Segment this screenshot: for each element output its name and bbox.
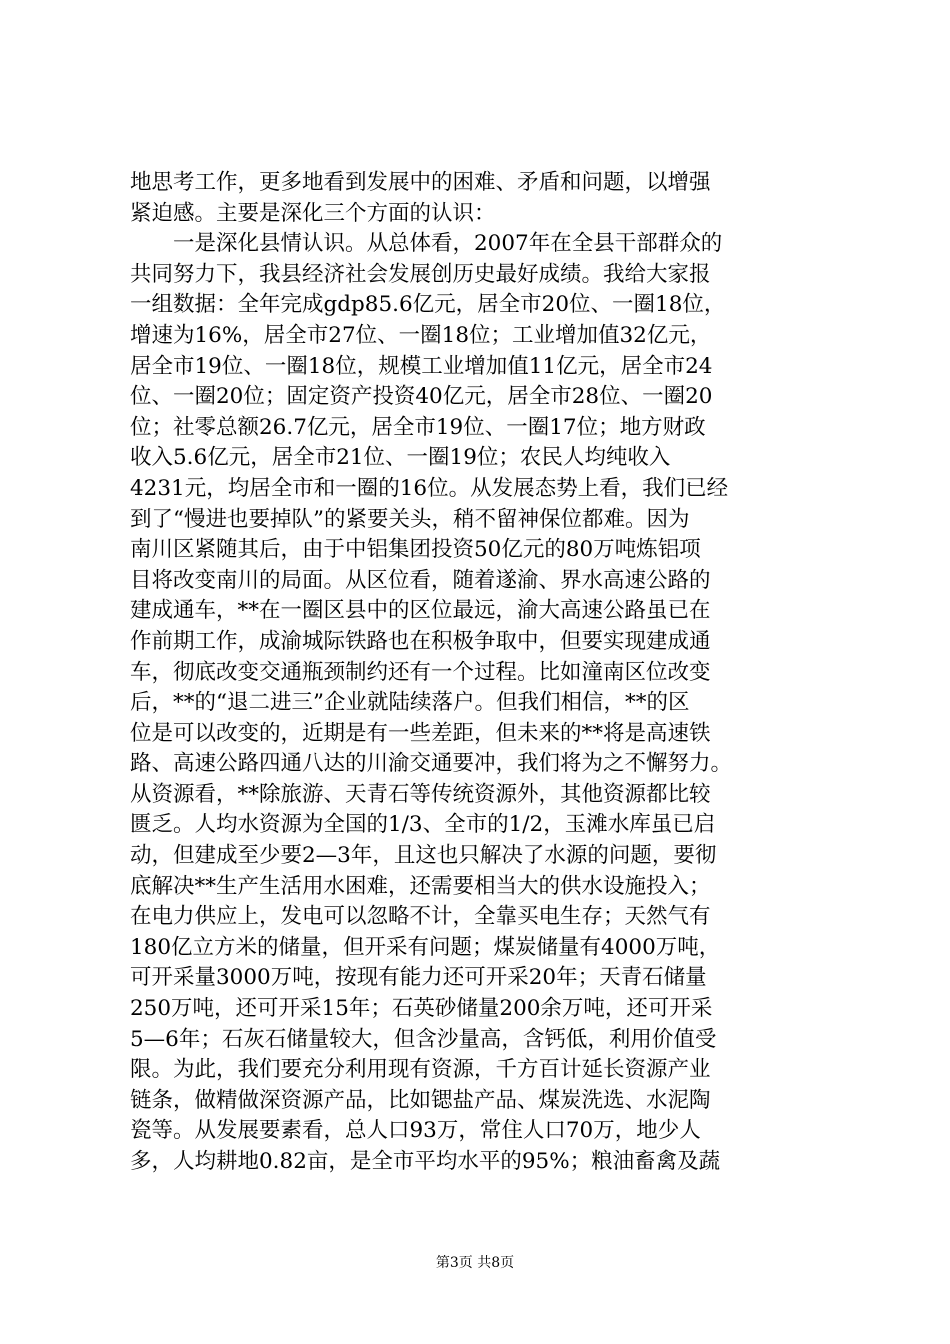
text-line: 后，**的“退二进三”企业就陆续落户。但我们相信，**的区	[130, 690, 690, 716]
text-line: 在电力供应上，发电可以忽略不计，全靠买电生存；天然气有	[130, 904, 711, 930]
text-line: 目将改变南川的局面。从区位看，随着遂渝、界水高速公路的	[130, 567, 711, 593]
text-line: 位；社零总额26.7亿元，居全市19位、一圈17位；地方财政	[130, 414, 706, 440]
text-line: 建成通车，**在一圈区县中的区位最远，渝大高速公路虽已在	[130, 598, 711, 624]
text-line: 匮乏。人均水资源为全国的1/3、全市的1/2，玉滩水库虽已启	[130, 812, 716, 838]
text-line: 底解决**生产生活用水困难，还需要相当大的供水设施投入；	[130, 873, 711, 899]
text-line: 多，人均耕地0.82亩，是全市平均水平的95%；粮油畜禽及蔬	[130, 1149, 721, 1174]
text-line: 位是可以改变的，近期是有一些差距，但未来的**将是高速铁	[130, 720, 711, 746]
text-line: 紧迫感。主要是深化三个方面的认识：	[130, 200, 496, 226]
text-line: 可开采量3000万吨，按现有能力还可开采20年；天青石储量	[130, 965, 707, 991]
text-line: 位、一圈20位；固定资产投资40亿元，居全市28位、一圈20	[130, 384, 713, 410]
text-line: 一是深化县情认识。从总体看，2007年在全县干部群众的	[130, 231, 723, 257]
text-line: 5—6年；石灰石储量较大，但含沙量高，含钙低，利用价值受	[130, 1026, 717, 1052]
text-line: 从资源看，**除旅游、天青石等传统资源外，其他资源都比较	[130, 781, 711, 807]
text-line: 收入5.6亿元，居全市21位、一圈19位；农民人均纯收入	[130, 445, 671, 471]
text-line: 链条，做精做深资源产品，比如锶盐产品、煤炭洗选、水泥陶	[130, 1087, 711, 1113]
text-line: 作前期工作，成渝城际铁路也在积极争取中，但要实现建成通	[130, 628, 711, 654]
text-line: 车，彻底改变交通瓶颈制约还有一个过程。比如潼南区位改变	[130, 659, 711, 685]
body-text	[130, 168, 830, 1178]
text-line: 地思考工作，更多地看到发展中的困难、矛盾和问题，以增强	[130, 170, 711, 195]
text-line: 共同努力下，我县经济社会发展创历史最好成绩。我给大家报	[130, 261, 711, 287]
page-number-footer: 第3页 共8页	[435, 1255, 515, 1271]
text-line: 180亿立方米的储量，但开采有问题；煤炭储量有4000万吨，	[130, 934, 721, 960]
text-line: 到了“慢进也要掉队”的紧要关头，稍不留神保位都难。因为	[130, 506, 690, 532]
text-line: 250万吨，还可开采15年；石英砂储量200余万吨，还可开采	[130, 996, 713, 1022]
text-line: 南川区紧随其后，由于中铝集团投资50亿元的80万吨炼铝项	[130, 537, 701, 563]
text-line: 动，但建成至少要2—3年，且这也只解决了水源的问题，要彻	[130, 843, 717, 869]
text-line: 限。为此，我们要充分利用现有资源，千方百计延长资源产业	[130, 1057, 711, 1083]
text-line: 一组数据：全年完成gdp85.6亿元，居全市20位、一圈18位，	[130, 292, 726, 318]
text-line: 路、高速公路四通八达的川渝交通要冲，我们将为之不懈努力。	[130, 751, 733, 777]
text-line: 瓷等。从发展要素看，总人口93万，常住人口70万，地少人	[130, 1118, 701, 1144]
text-line: 增速为16%，居全市27位、一圈18位；工业增加值32亿元，	[130, 322, 712, 348]
text-line: 4231元，均居全市和一圈的16位。从发展态势上看，我们已经	[130, 475, 729, 501]
text-line: 居全市19位、一圈18位，规模工业增加值11亿元，居全市24	[130, 353, 713, 379]
